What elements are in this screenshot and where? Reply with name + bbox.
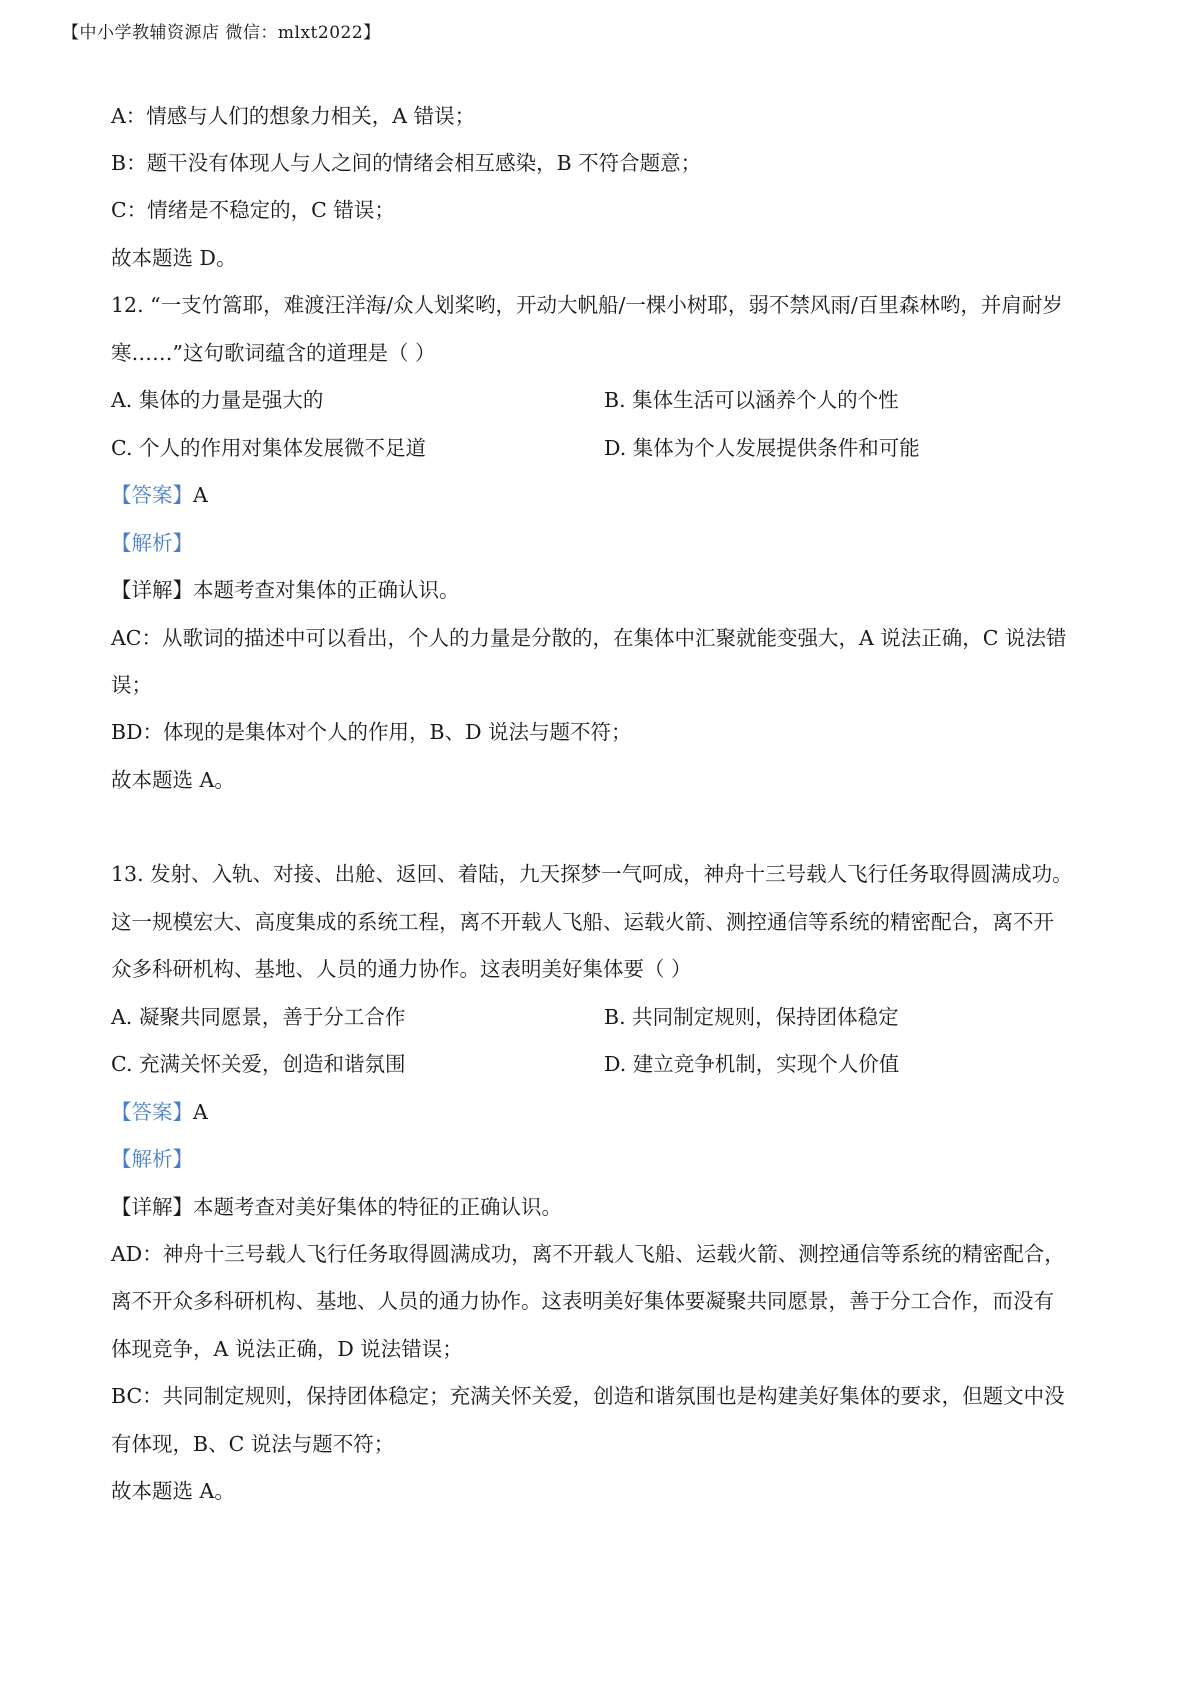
q12-stem-line2: 寒……”这句歌词蕴含的道理是（ ） bbox=[111, 341, 436, 365]
q13-ad-line1: AD：神舟十三号载人飞行任务取得圆满成功，离不开载人飞船、运载火箭、测控通信等系统的精密配合， bbox=[111, 1242, 1065, 1266]
prev-analysis-a: A：情感与人们的想象力相关，A 错误； bbox=[111, 104, 476, 128]
q12-answer-tag: 【答案】 bbox=[111, 483, 193, 507]
q13-option-b: B. 共同制定规则，保持团体稳定 bbox=[604, 1005, 899, 1029]
q13-option-a: A. 凝聚共同愿景，善于分工合作 bbox=[111, 1005, 406, 1029]
q12-bd: BD：体现的是集体对个人的作用，B、D 说法与题不符； bbox=[111, 720, 632, 744]
q12-option-b: B. 集体生活可以涵养个人的个性 bbox=[604, 388, 899, 412]
page-header: 【中小学教辅资源店 微信：mlxt2022】 bbox=[62, 23, 381, 43]
q12-option-d: D. 集体为个人发展提供条件和可能 bbox=[604, 436, 920, 460]
q13-stem-line1: 13. 发射、入轨、对接、出舱、返回、着陆，九天探梦一气呵成，神舟十三号载人飞行任务取得圆满成功。 bbox=[111, 862, 1073, 886]
q13-ad-line3: 体现竞争，A 说法正确，D 说法错误； bbox=[111, 1337, 463, 1361]
q13-stem-line3: 众多科研机构、基地、人员的通力协作。这表明美好集体要（ ） bbox=[111, 957, 692, 981]
q12-detail: 【详解】本题考查对集体的正确认识。 bbox=[111, 578, 460, 602]
prev-analysis-b: B：题干没有体现人与人之间的情绪会相互感染，B 不符合题意； bbox=[111, 151, 702, 175]
q13-option-d: D. 建立竞争机制，实现个人价值 bbox=[604, 1052, 900, 1076]
q13-conclusion: 故本题选 A。 bbox=[111, 1479, 235, 1503]
q13-bc-line2: 有体现，B、C 说法与题不符； bbox=[111, 1432, 395, 1456]
q13-detail: 【详解】本题考查对美好集体的特征的正确认识。 bbox=[111, 1195, 562, 1219]
q13-analysis-tag: 【解析】 bbox=[111, 1147, 193, 1171]
q13-ad-line2: 离不开众多科研机构、基地、人员的通力协作。这表明美好集体要凝聚共同愿景，善于分工合作，而没有 bbox=[111, 1289, 1054, 1313]
q12-analysis-tag: 【解析】 bbox=[111, 531, 193, 555]
q12-answer-line bbox=[111, 481, 208, 509]
q13-answer-tag: 【答案】 bbox=[111, 1100, 193, 1124]
q12-conclusion: 故本题选 A。 bbox=[111, 768, 235, 792]
q13-answer: A bbox=[193, 1100, 208, 1124]
q12-answer: A bbox=[193, 483, 208, 507]
q12-stem-line1: 12. “一支竹篙耶，难渡汪洋海/众人划桨哟，开动大帆船/一棵小树耶，弱不禁风雨/百里森林哟，并肩耐岁 bbox=[111, 293, 1063, 317]
q12-option-c: C. 个人的作用对集体发展微不足道 bbox=[111, 436, 426, 460]
q13-option-c: C. 充满关怀关爱，创造和谐氛围 bbox=[111, 1052, 406, 1076]
q12-ac-line2: 误； bbox=[111, 673, 152, 697]
q12-ac-line1: AC：从歌词的描述中可以看出，个人的力量是分散的，在集体中汇聚就能变强大，A 说法正确，C 说法错 bbox=[111, 626, 1067, 650]
q13-answer-line bbox=[111, 1098, 208, 1126]
q13-stem-line2: 这一规模宏大、高度集成的系统工程，离不开载人飞船、运载火箭、测控通信等系统的精密配合，离不开 bbox=[111, 910, 1054, 934]
prev-analysis-c: C：情绪是不稳定的，C 错误； bbox=[111, 198, 395, 222]
q12-option-a: A. 集体的力量是强大的 bbox=[111, 388, 324, 412]
q13-bc-line1: BC：共同制定规则，保持团体稳定；充满关怀关爱，创造和谐氛围也是构建美好集体的要求，但题文中没 bbox=[111, 1384, 1065, 1408]
prev-conclusion: 故本题选 D。 bbox=[111, 246, 237, 270]
